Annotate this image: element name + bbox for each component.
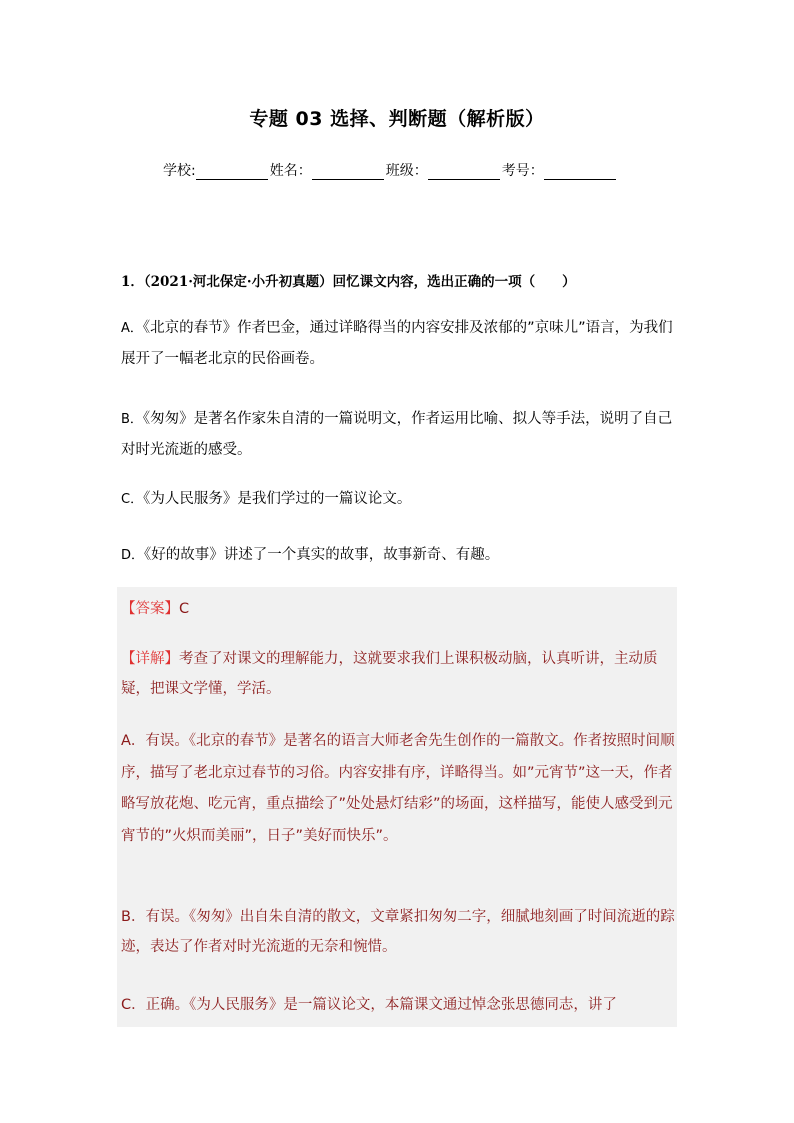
- option-letter: C．: [121, 492, 144, 507]
- exam-number-blank: [544, 164, 616, 180]
- detail-tag: 【详解】: [121, 651, 179, 667]
- school-blank: [196, 164, 268, 180]
- name-blank: [312, 164, 384, 180]
- option-text: 《好的故事》讲述了一个真实的故事，故事新奇、有趣。: [144, 547, 500, 563]
- option-letter: D．: [121, 548, 145, 563]
- class-blank: [428, 164, 500, 180]
- option-letter: A．: [121, 321, 143, 336]
- option-c: [121, 484, 677, 515]
- answer-line: [121, 594, 675, 624]
- option-d: [121, 540, 677, 571]
- page-title: 专题 03 选择、判断题（解析版）: [249, 108, 545, 130]
- school-label: 学校:: [163, 163, 196, 179]
- detail-text: 考查了对课文的理解能力，这就要求我们上课积极动脑，认真听讲，主动质疑，把课文学懂，学活。: [121, 651, 658, 697]
- option-text: 《北京的春节》作者巴金，通过详略得当的内容安排及浓郁的”京味儿”语言，为我们展开了一幅老北京的民俗画卷。: [121, 320, 673, 367]
- answer-tag: 【答案】: [121, 601, 179, 617]
- detail-paragraph: [121, 644, 675, 704]
- student-info-line: [163, 160, 618, 180]
- analysis-b: B．有误。《匆匆》出自朱自清的散文，文章紧扣匆匆二字，细腻地刻画了时间流逝的踪迹，表达了作者对时光流逝的无奈和惋惜。: [121, 909, 675, 955]
- class-label: 班级：: [385, 163, 428, 179]
- option-text: 《为人民服务》是我们学过的一篇议论文。: [143, 491, 412, 507]
- analysis-a: A．有误。《北京的春节》是著名的语言大师老舍先生创作的一篇散文。作者按照时间顺序，描写了老北京过春节的习俗。内容安排有序，详略得当。如”元宵节”这一天，作者略写放花炮、吃元宵，重点描绘了”处处悬灯结彩”的场面，这样描写，能使人感受到元宵节的”火炽而美丽”，日子”美好而快乐”。: [121, 733, 675, 844]
- answer-value: C: [179, 601, 190, 617]
- question-stem: 1．（2021·河北保定·小升初真题）回忆课文内容，选出正确的一项（ ）: [121, 274, 576, 290]
- option-text: 《匆匆》是著名作家朱自清的一篇说明文，作者运用比喻、拟人等手法，说明了自己对时光流逝的感受。: [121, 411, 673, 458]
- option-b: [121, 404, 677, 465]
- option-a: [121, 313, 677, 374]
- analysis-c: C．正确。《为人民服务》是一篇议论文，本篇课文通过悼念张思德同志，讲了: [121, 997, 617, 1013]
- name-label: 姓名：: [269, 163, 312, 179]
- option-letter: B．: [121, 412, 143, 427]
- exam-number-label: 考号：: [501, 163, 544, 179]
